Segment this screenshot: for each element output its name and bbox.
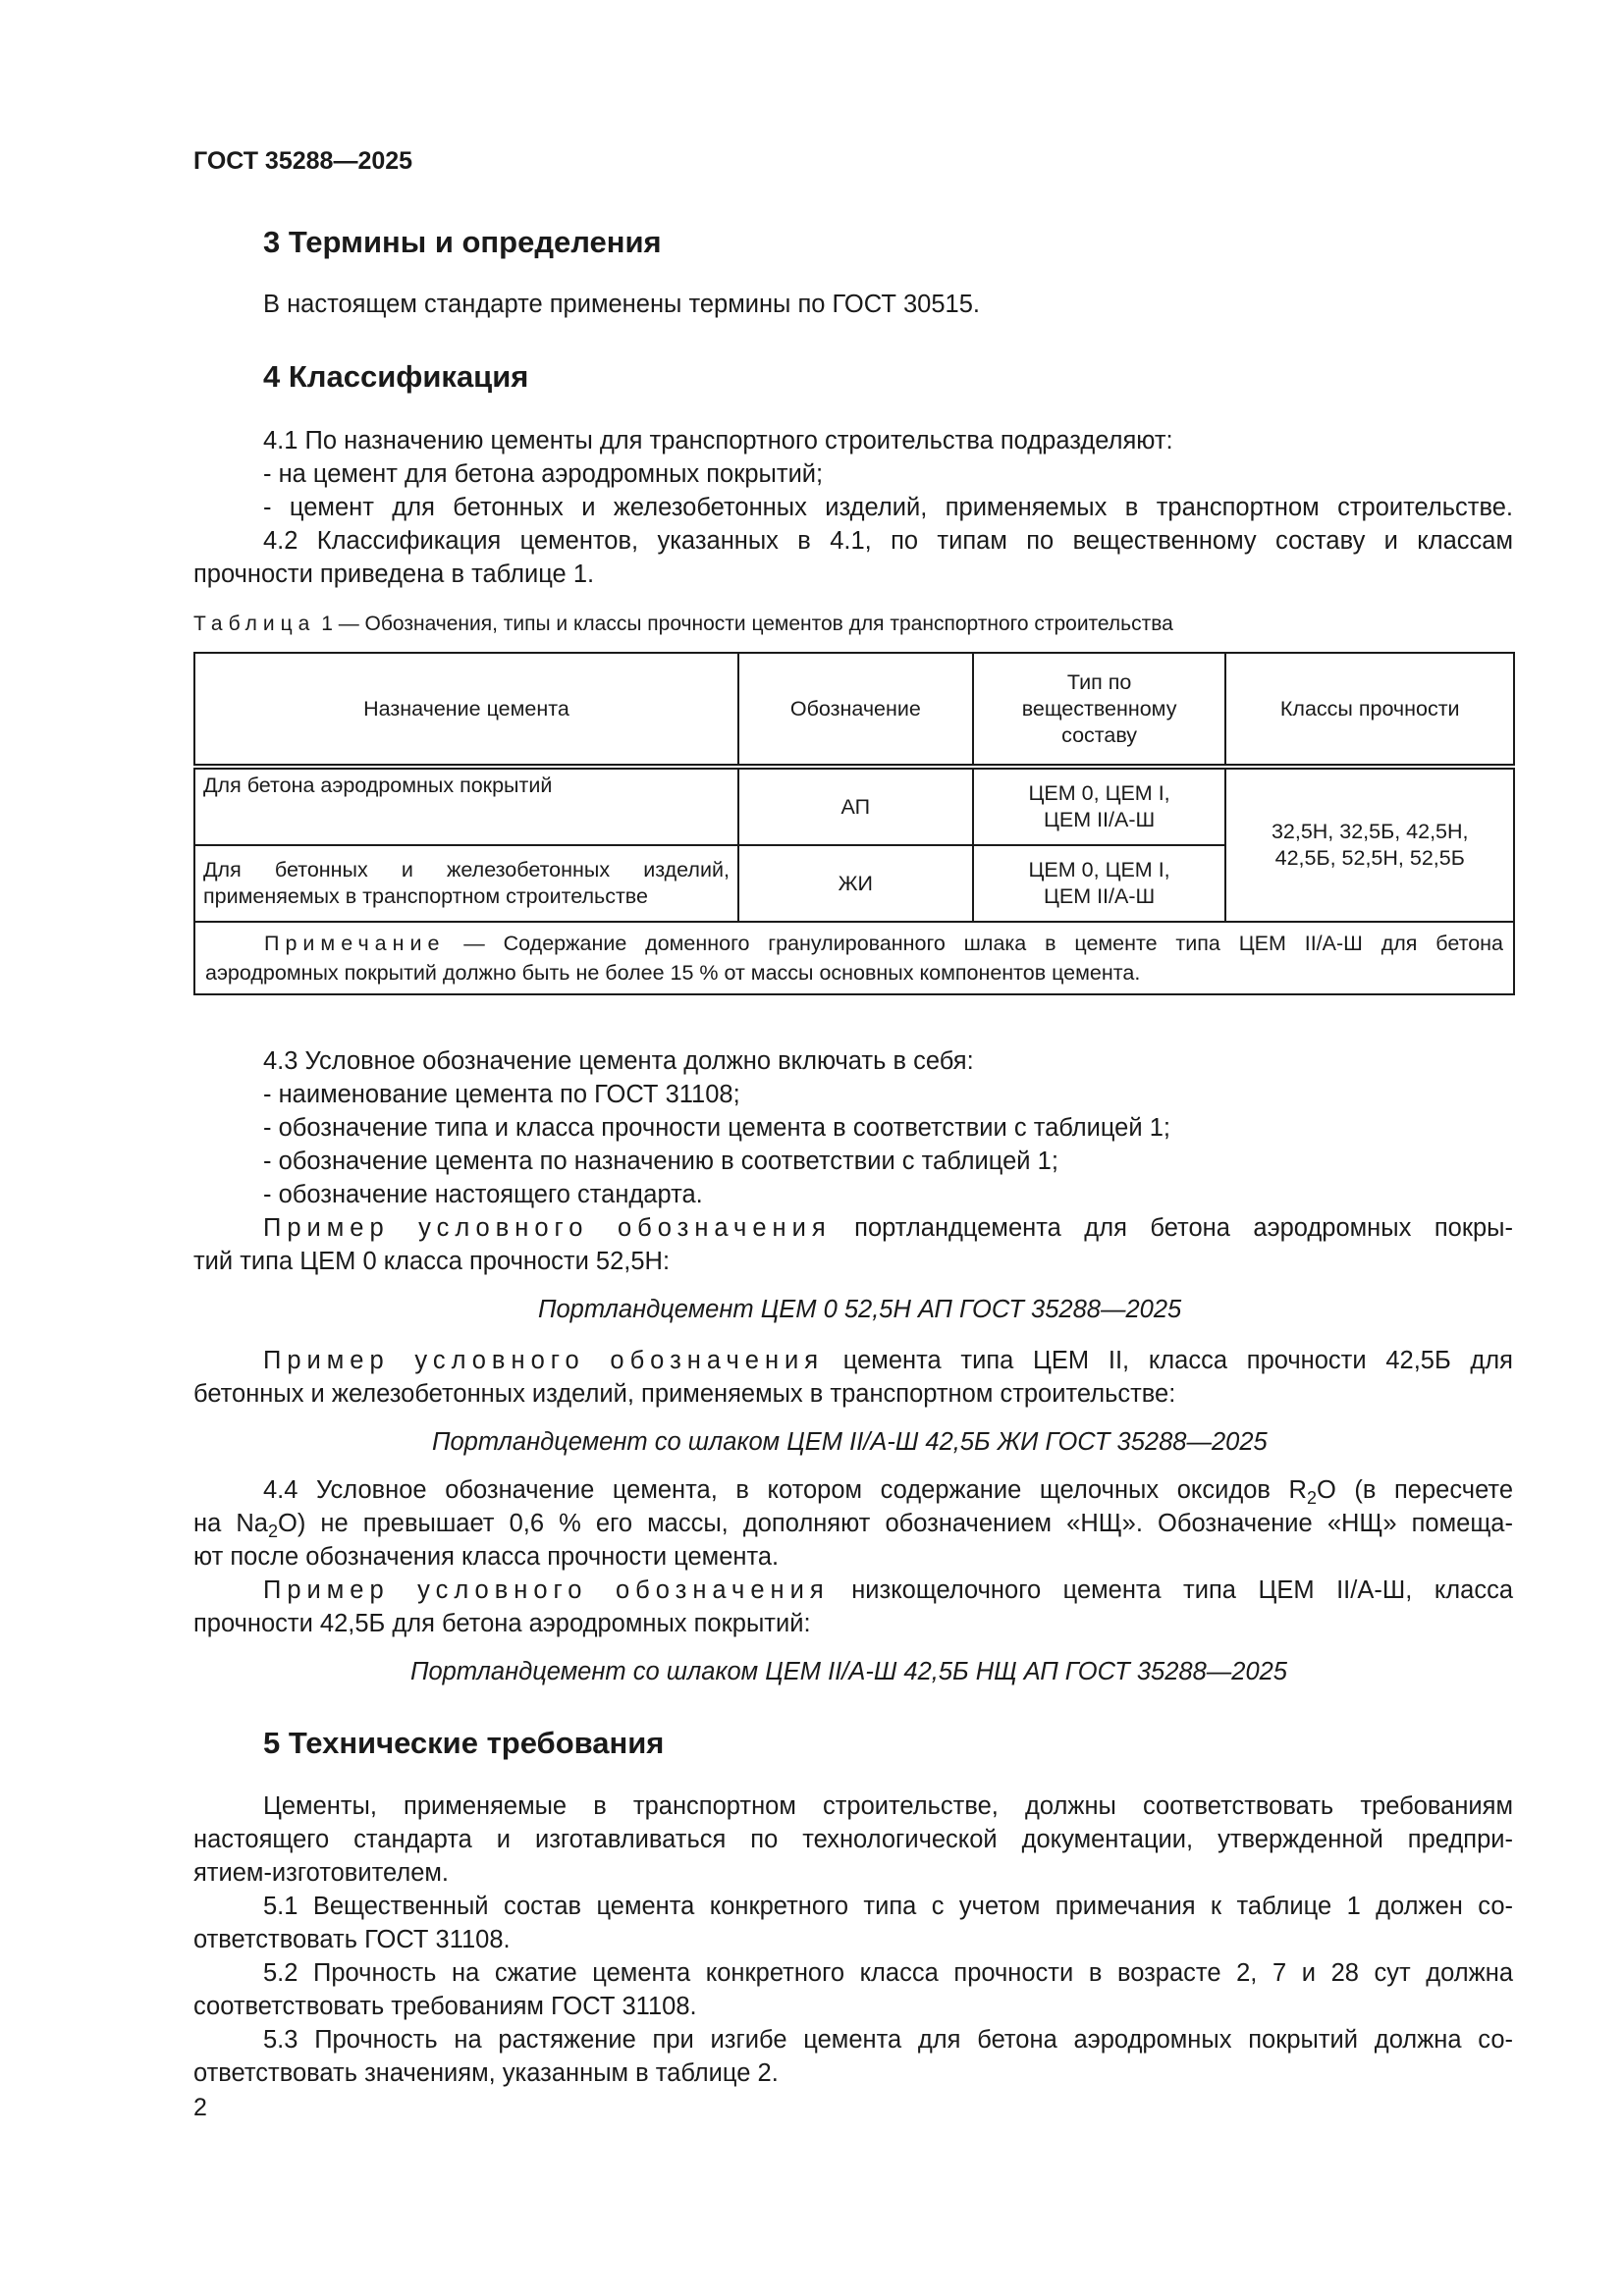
example-2-line-1 (263, 1344, 1513, 1377)
list-item: - на цемент для бетона аэродромных покрытий; (263, 460, 824, 488)
purpose-line: Для бетонных и железобетонных изделий, (203, 858, 730, 881)
paragraph-4-4-line-2 (193, 1507, 1513, 1540)
paragraph-4-4-line-1 (263, 1473, 1513, 1507)
table-cell-purpose (194, 845, 738, 922)
table-caption-label: Таблица (193, 613, 316, 635)
note-text: — Содержание доменного гранулированного шлака в цементе типа ЦЕМ II/А-Ш для бетона (445, 932, 1503, 955)
header-line: вещественному (1021, 696, 1177, 721)
table-note-row (194, 922, 1514, 994)
classes-line: 42,5Б, 52,5Н, 52,5Б (1274, 846, 1465, 870)
table-cell-designation: АП (738, 767, 973, 845)
type-line: ЦЕМ 0, ЦЕМ I, (1028, 858, 1170, 881)
text-run: 4.4 Условное обозначение цемента, в котором содержание щелочных оксидов R (263, 1476, 1307, 1504)
table-header-cell (973, 653, 1226, 767)
example-label: Пример условного обозначения (263, 1347, 825, 1374)
classes-line: 32,5Н, 32,5Б, 42,5Н, (1271, 820, 1469, 843)
subscript: 2 (1306, 1488, 1317, 1508)
type-line: ЦЕМ II/А-Ш (1043, 884, 1156, 908)
list-item: - обозначение типа и класса прочности цемента в соответствии с таблицей 1; (263, 1114, 1170, 1142)
table-header-cell: Назначение цемента (194, 653, 738, 767)
type-line: ЦЕМ 0, ЦЕМ I, (1028, 781, 1170, 805)
text-run: O (в пересчете (1316, 1476, 1514, 1504)
paragraph-5-3-line: 5.3 Прочность на растяжение при изгибе цемента для бетона аэродромных покрытий должна со- (263, 2026, 1513, 2054)
section-5-intro-line: ятием-изготовителем. (193, 1859, 450, 1887)
table-caption-text: 1 — Обозначения, типы и классы прочности цементов для транспортного строительства (321, 613, 1173, 635)
paragraph-5-1-line: ответствовать ГОСТ 31108. (193, 1926, 511, 1953)
example-text: низкощелочного цемента типа ЦЕМ II/А-Ш, класса (829, 1576, 1514, 1604)
header-line: составу (1061, 722, 1138, 747)
table-caption (193, 613, 1173, 636)
example-2-line-2: бетонных и железобетонных изделий, применяемых в транспортном строительстве: (193, 1380, 1176, 1408)
table-cell-classes (1225, 767, 1514, 922)
paragraph-4-2-line-2: прочности приведена в таблице 1. (193, 561, 595, 588)
page-number: 2 (193, 2094, 207, 2121)
table-cell-type (973, 845, 1226, 922)
table-row (194, 767, 1514, 845)
document-header: ГОСТ 35288—2025 (193, 147, 413, 175)
subscript: 2 (267, 1522, 278, 1541)
section-5-intro-line: Цементы, применяемые в транспортном строительстве, должны соответствовать требованиям (263, 1792, 1513, 1820)
example-label: Пример условного обозначения (263, 1214, 832, 1242)
paragraph-4-4-line-3: ют после обозначения класса прочности цемента. (193, 1543, 780, 1571)
list-item: - обозначение цемента по назначению в соответствии с таблицей 1; (263, 1148, 1058, 1175)
classification-table (193, 652, 1515, 995)
table-note-line: аэродромных покрытий должно быть не более 15 % от массы основных компонентов цемента. (205, 961, 1141, 985)
section-5-title: 5 Технические требования (263, 1726, 665, 1760)
note-label: Примечание (264, 932, 446, 955)
table-cell-designation: ЖИ (738, 845, 973, 922)
header-line: Тип по (1066, 669, 1132, 694)
example-1-line-2: тий типа ЦЕМ 0 класса прочности 52,5Н: (193, 1248, 671, 1275)
paragraph-4-2-line-1: 4.2 Классификация цементов, указанных в 4.1, по типам по вещественному составу и классам (263, 527, 1513, 555)
paragraph-5-2-line: 5.2 Прочность на сжатие цемента конкретного класса прочности в возрасте 2, 7 и 28 сут должна (263, 1959, 1513, 1987)
list-item: - обозначение настоящего стандарта. (263, 1181, 703, 1208)
paragraph-4-1: 4.1 По назначению цементы для транспортного строительства подразделяют: (263, 427, 1173, 454)
text-run: O) не превышает 0,6 % его массы, дополняют обозначением «НЩ». Обозначение «НЩ» помеща- (277, 1510, 1513, 1537)
table-note (194, 922, 1514, 994)
example-1-line-1 (263, 1211, 1513, 1245)
table-header-row (194, 653, 1514, 767)
list-item: - наименование цемента по ГОСТ 31108; (263, 1081, 740, 1108)
table-cell-type (973, 767, 1226, 845)
paragraph-5-3-line: ответствовать значениям, указанным в таблице 2. (193, 2059, 779, 2087)
example-label: Пример условного обозначения (263, 1576, 830, 1604)
paragraph-4-3: 4.3 Условное обозначение цемента должно включать в себя: (263, 1047, 974, 1075)
list-item: - цемент для бетонных и железобетонных изделий, применяемых в транспортном строительстве. (263, 494, 1513, 521)
text-run: на Na (193, 1510, 268, 1537)
example-text: цемента типа ЦЕМ II, класса прочности 42,5Б для (824, 1347, 1513, 1374)
table-header-cell: Обозначение (738, 653, 973, 767)
example-2-designation: Портландцемент со шлаком ЦЕМ II/А-Ш 42,5Б ЖИ ГОСТ 35288—2025 (432, 1428, 1268, 1456)
type-line: ЦЕМ II/А-Ш (1043, 808, 1156, 831)
table-note-line (205, 929, 1503, 958)
example-text: портландцемента для бетона аэродромных покры- (831, 1214, 1513, 1242)
section-4-title: 4 Классификация (263, 359, 529, 394)
paragraph-5-1-line: 5.1 Вещественный состав цемента конкретного типа с учетом примечания к таблице 1 должен со- (263, 1893, 1513, 1920)
example-3-line-2: прочности 42,5Б для бетона аэродромных покрытий: (193, 1610, 811, 1637)
table-header-cell: Классы прочности (1225, 653, 1514, 767)
section-5-intro-line: настоящего стандарта и изготавливаться по технологической документации, утвержденной предпри- (193, 1826, 1513, 1853)
purpose-line: применяемых в транспортном строительстве (203, 884, 648, 908)
example-1-designation: Портландцемент ЦЕМ 0 52,5Н АП ГОСТ 35288—2025 (538, 1296, 1182, 1323)
paragraph-5-2-line: соответствовать требованиям ГОСТ 31108. (193, 1993, 697, 2020)
example-3-designation: Портландцемент со шлаком ЦЕМ II/А-Ш 42,5Б НЩ АП ГОСТ 35288—2025 (410, 1658, 1287, 1685)
example-3-line-1 (263, 1574, 1513, 1607)
table-cell-purpose: Для бетона аэродромных покрытий (194, 767, 738, 845)
section-3-text: В настоящем стандарте применены термины по ГОСТ 30515. (263, 291, 980, 318)
section-3-title: 3 Термины и определения (263, 225, 662, 259)
